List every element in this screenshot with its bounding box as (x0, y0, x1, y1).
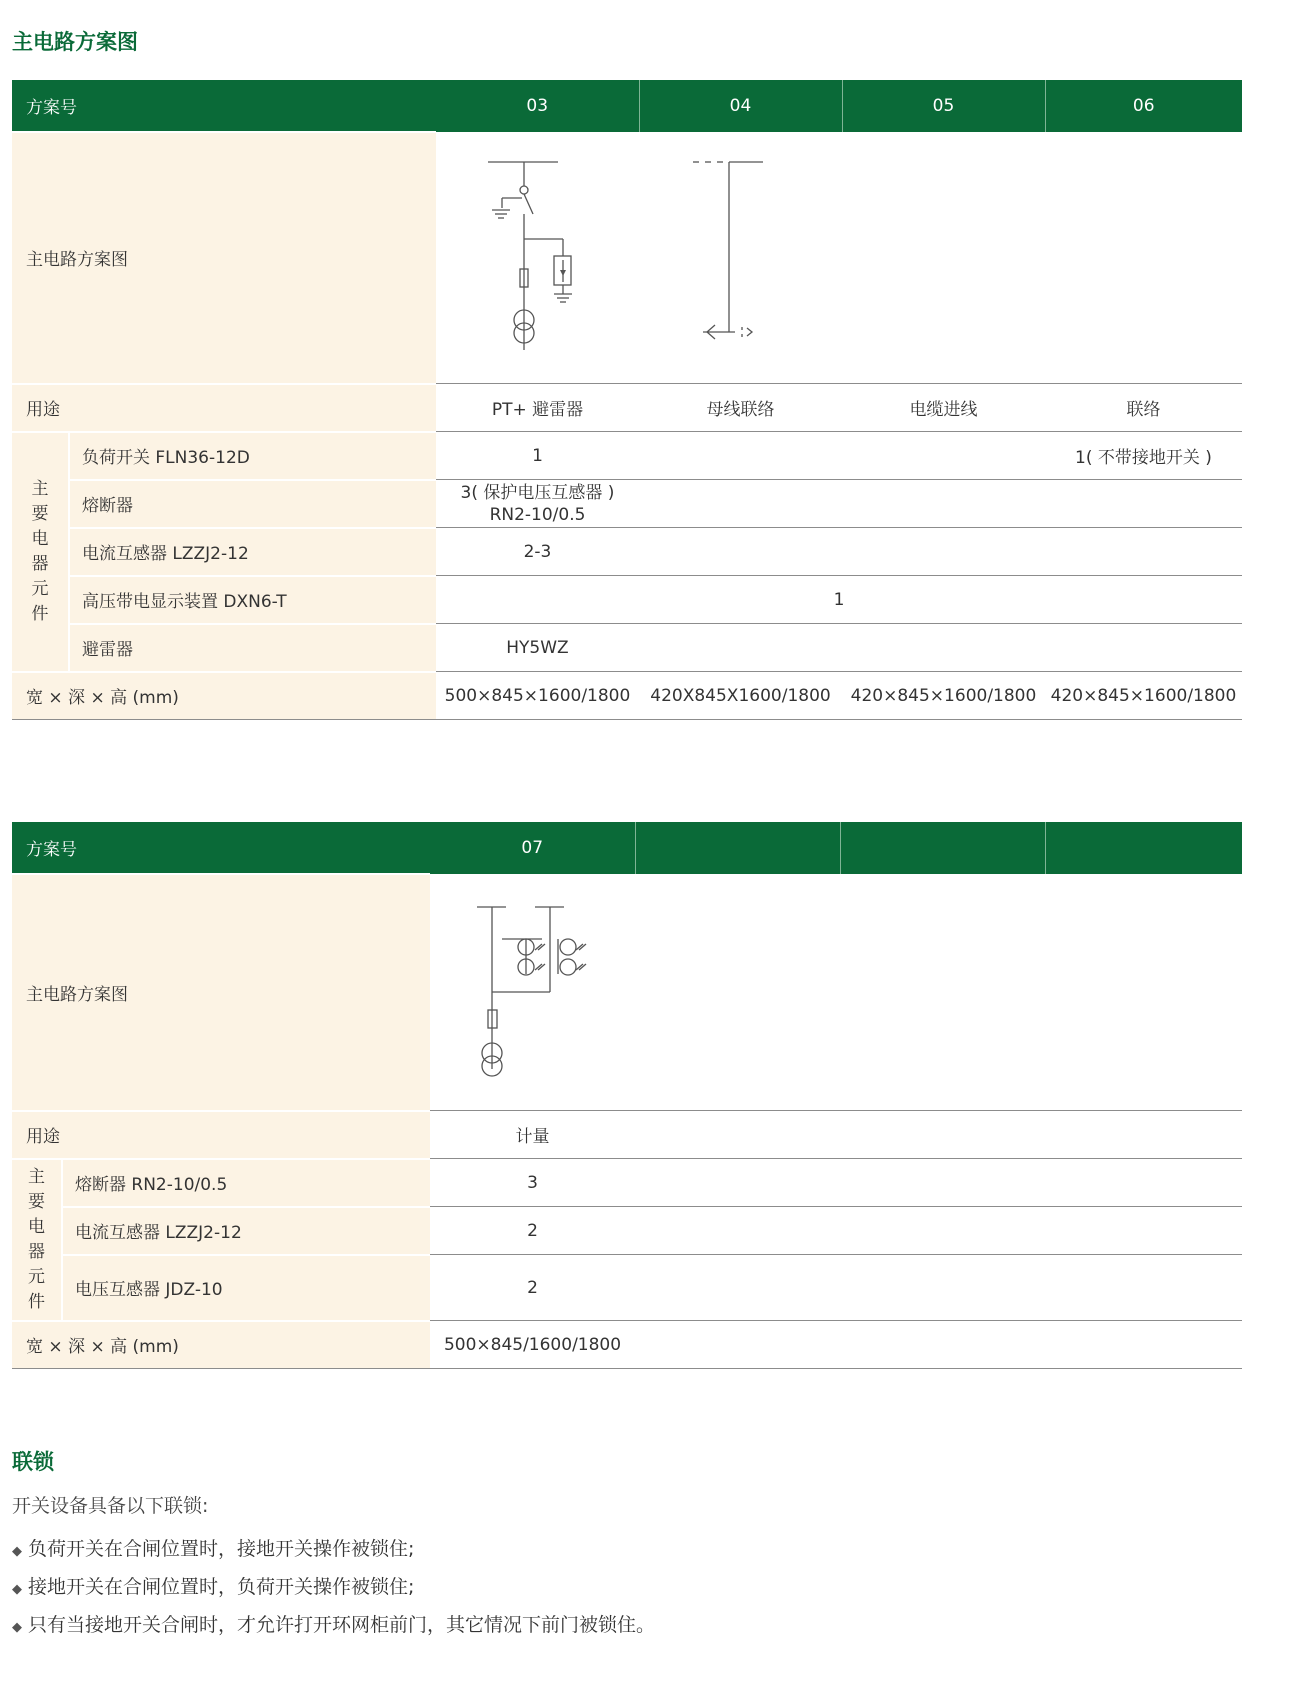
diagram-label: 主电路方案图 (12, 874, 430, 1111)
scheme-number-label: 方案号 (12, 80, 436, 132)
scheme-empty (1045, 822, 1242, 874)
components-group-label: 主 要 电 器 元 件 (12, 432, 69, 672)
component-name: 负荷开关 FLN36-12D (69, 432, 436, 480)
component-value: 2 (430, 1207, 635, 1255)
scheme-04: 04 (639, 80, 842, 132)
component-row (12, 1255, 1242, 1321)
list-item: ◆ 只有当接地开关合闸时，才允许打开环网柜前门，其它情况下前门被锁住。 (12, 1614, 656, 1636)
components-group-label: 主 要 电 器 元 件 (12, 1159, 62, 1321)
diagram-05 (842, 132, 1045, 384)
usage-row (12, 1111, 1242, 1159)
component-row (12, 432, 1242, 480)
dims-05: 420×845×1600/1800 (842, 672, 1045, 720)
circuit-diagram-07 (430, 874, 635, 1105)
dims-07: 500×845/1600/1800 (430, 1321, 635, 1369)
component-name: 熔断器 (69, 480, 436, 528)
usage-04: 母线联络 (639, 384, 842, 432)
dims-label: 宽 × 深 × 高 (mm) (12, 1321, 430, 1369)
component-value: 2 (430, 1255, 635, 1321)
diagram-07 (430, 874, 1242, 1111)
component-value: 3 (430, 1159, 635, 1207)
component-row (12, 624, 1242, 672)
diagram-label: 主电路方案图 (12, 132, 436, 384)
interlock-list (12, 1530, 655, 1644)
component-value: 2-3 (436, 528, 639, 576)
diagram-06 (1045, 132, 1242, 384)
component-value: 1( 不带接地开关 ) (1045, 432, 1242, 480)
usage-row (12, 384, 1242, 432)
dims-06: 420×845×1600/1800 (1045, 672, 1242, 720)
interlock-intro: 开关设备具备以下联锁: (12, 1495, 209, 1517)
component-value: HY5WZ (436, 624, 639, 672)
component-value: 3( 保护电压互感器 ) RN2-10/0.5 (436, 480, 639, 528)
scheme-06: 06 (1045, 80, 1242, 132)
scheme-07: 07 (430, 822, 635, 874)
component-name: 熔断器 RN2-10/0.5 (62, 1159, 430, 1207)
usage-06: 联络 (1045, 384, 1242, 432)
component-value: 1 (436, 432, 639, 480)
component-row (12, 1159, 1242, 1207)
component-name: 电压互感器 JDZ-10 (62, 1255, 430, 1321)
circuit-diagram-03 (436, 132, 639, 378)
scheme-table-1 (12, 80, 1242, 720)
section-title: 主电路方案图 (12, 30, 138, 54)
list-item: ◆ 接地开关在合闸位置时，负荷开关操作被锁住; (12, 1576, 415, 1598)
component-name: 电流互感器 LZZJ2-12 (62, 1207, 430, 1255)
component-row (12, 528, 1242, 576)
dims-03: 500×845×1600/1800 (436, 672, 639, 720)
usage-03: PT+ 避雷器 (436, 384, 639, 432)
component-row (12, 1207, 1242, 1255)
scheme-empty (840, 822, 1045, 874)
diamond-bullet-icon: ◆ (12, 1544, 22, 1559)
usage-label: 用途 (12, 1111, 430, 1159)
dims-04: 420X845X1600/1800 (639, 672, 842, 720)
scheme-empty (635, 822, 840, 874)
dims-label: 宽 × 深 × 高 (mm) (12, 672, 436, 720)
diagram-03 (436, 132, 639, 384)
list-item: ◆ 负荷开关在合闸位置时，接地开关操作被锁住; (12, 1538, 415, 1560)
usage-05: 电缆进线 (842, 384, 1045, 432)
usage-label: 用途 (12, 384, 436, 432)
component-name: 高压带电显示装置 DXN6-T (69, 576, 436, 624)
component-name: 避雷器 (69, 624, 436, 672)
table-header-row (12, 822, 1242, 874)
circuit-diagram-04 (639, 132, 842, 378)
scheme-03: 03 (436, 80, 639, 132)
scheme-table-2 (12, 822, 1242, 1369)
usage-07: 计量 (430, 1111, 635, 1159)
dims-row (12, 1321, 1242, 1369)
scheme-number-label: 方案号 (12, 822, 430, 874)
component-row (12, 480, 1242, 528)
diagram-row (12, 132, 1242, 384)
component-name: 电流互感器 LZZJ2-12 (69, 528, 436, 576)
diagram-row (12, 874, 1242, 1111)
diagram-04 (639, 132, 842, 384)
component-value: 1 (436, 576, 1242, 624)
dims-row (12, 672, 1242, 720)
interlock-title: 联锁 (12, 1450, 54, 1474)
scheme-05: 05 (842, 80, 1045, 132)
component-row (12, 576, 1242, 624)
diamond-bullet-icon: ◆ (12, 1620, 22, 1635)
table-header-row (12, 80, 1242, 132)
diamond-bullet-icon: ◆ (12, 1582, 22, 1597)
